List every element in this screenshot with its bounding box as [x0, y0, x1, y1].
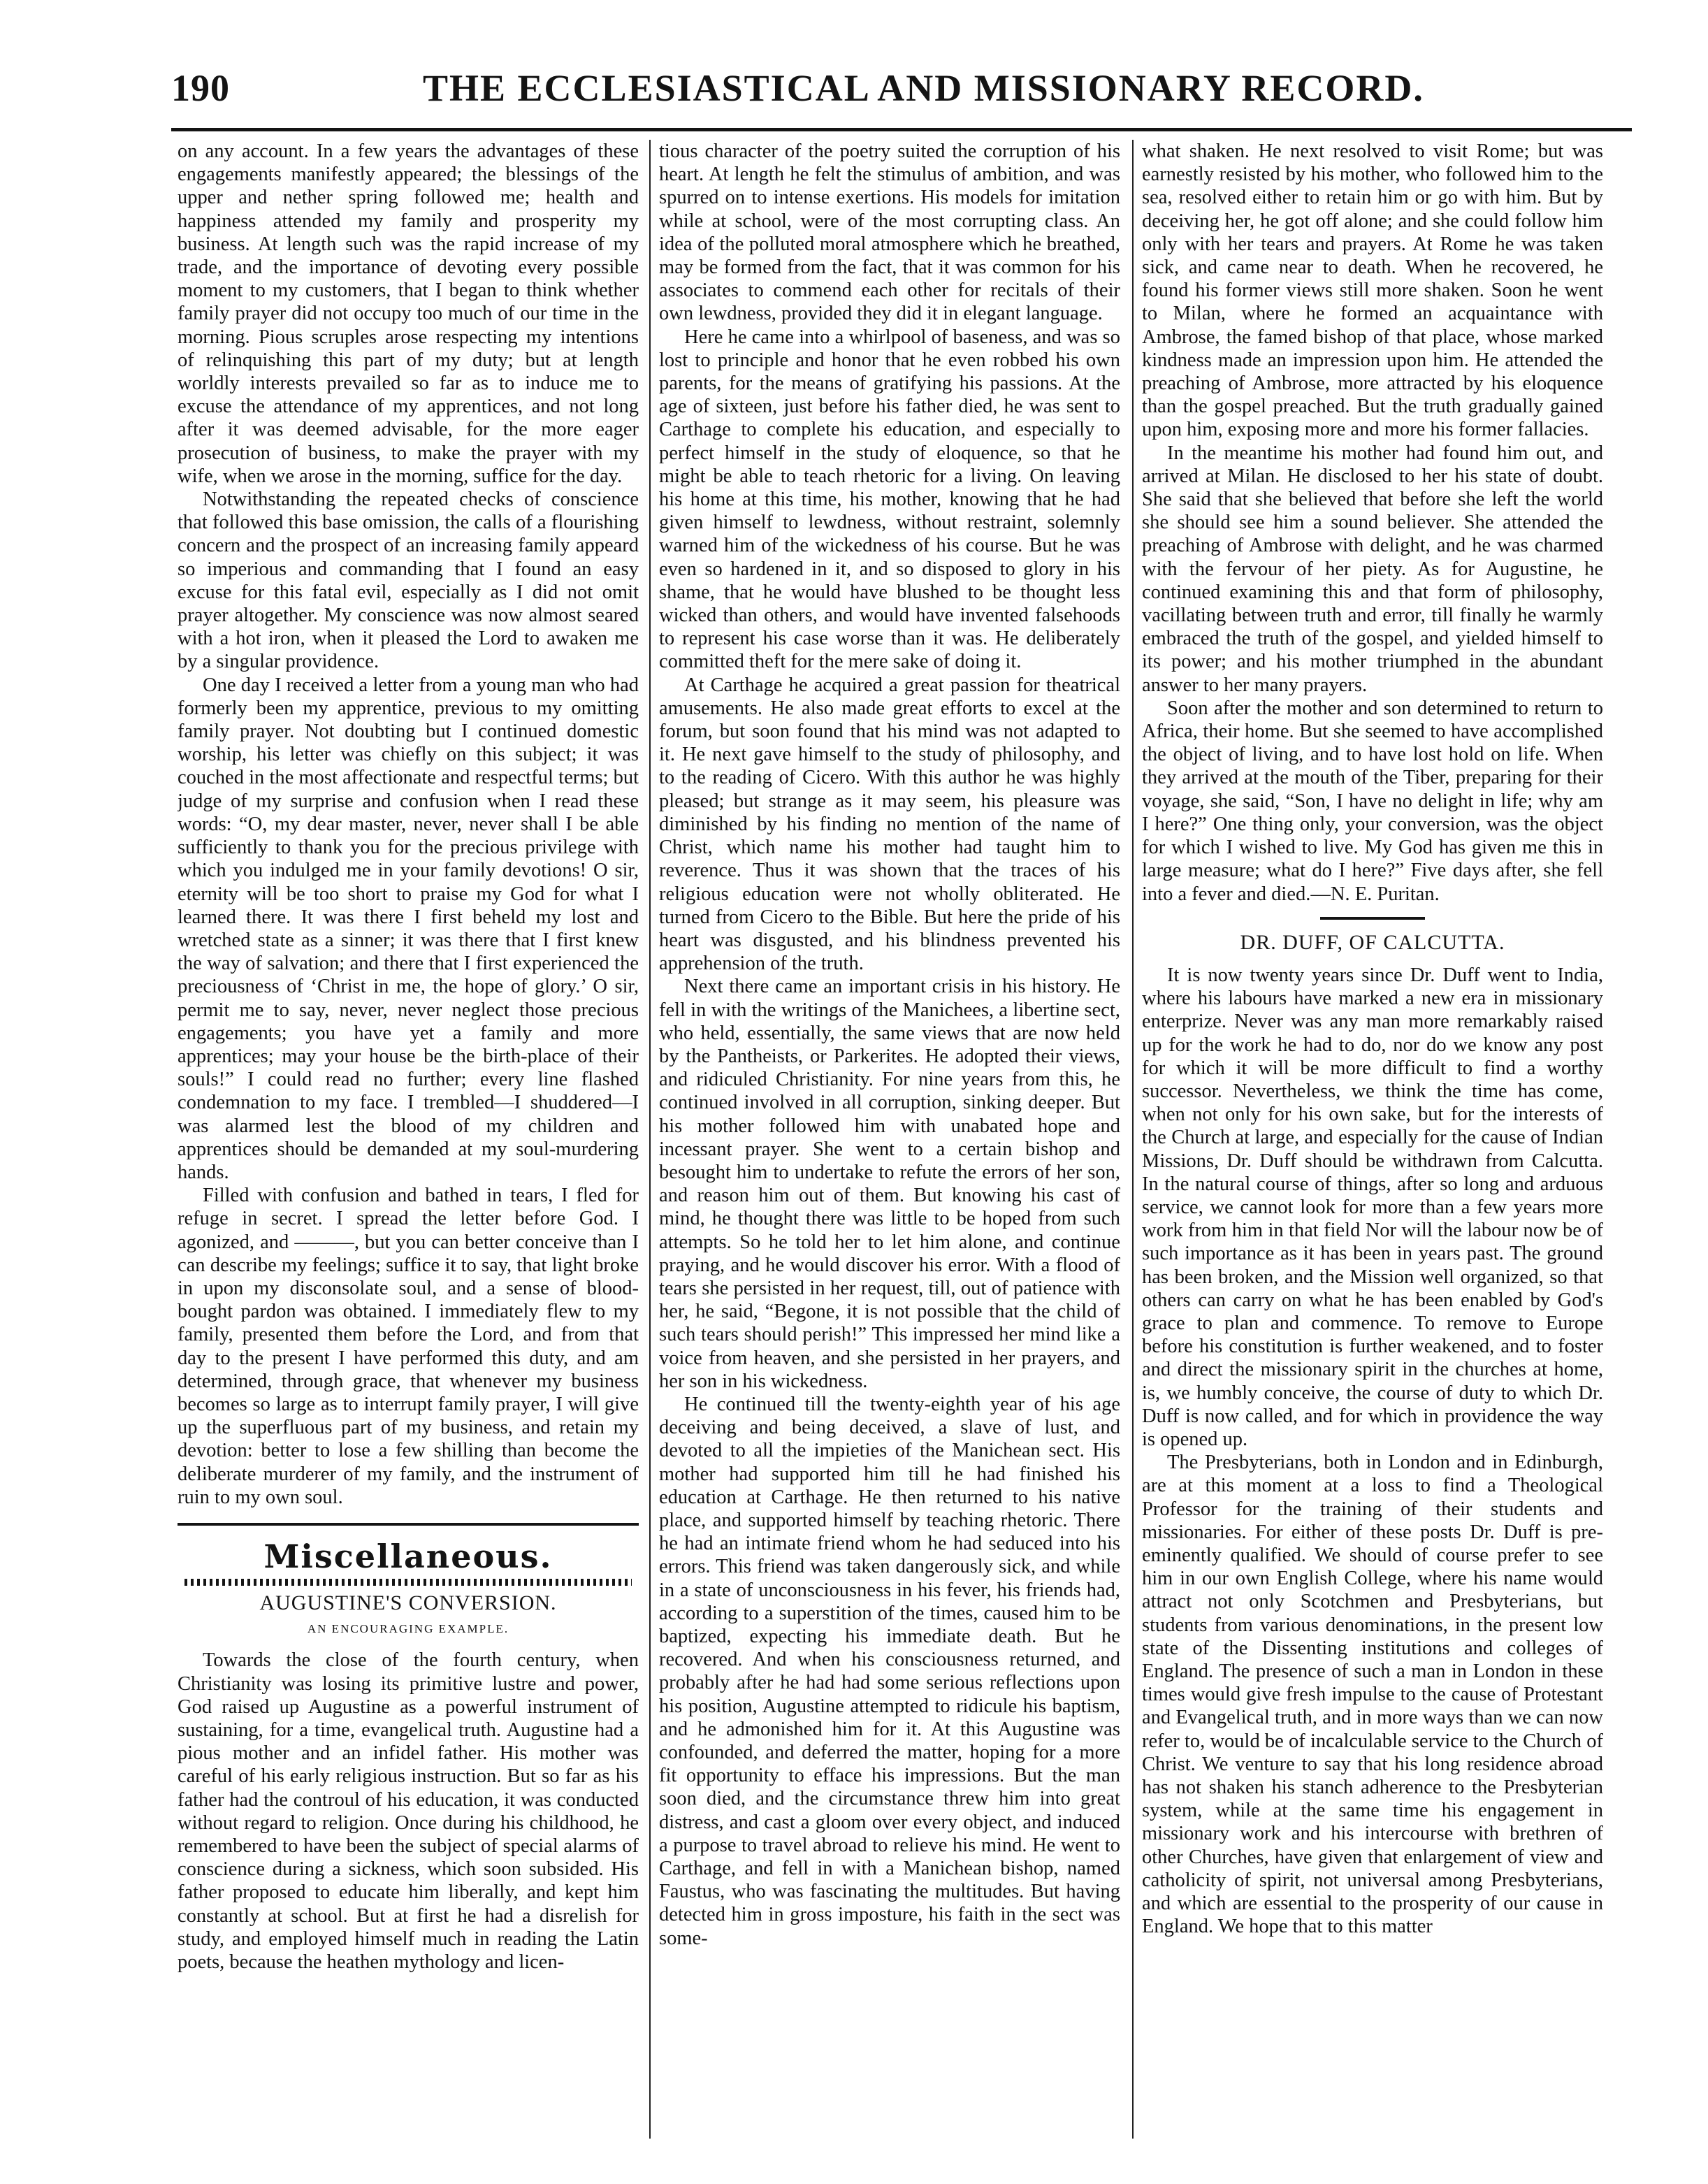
article-title: DR. DUFF, OF CALCUTTA.: [1240, 930, 1505, 954]
section-rule: [178, 1523, 639, 1526]
paragraph: Filled with confusion and bathed in tears, I fled for refuge in secret. I spread the letter before God. I agonized, and ———, but you can better conceive than I can describe my feelings; suffice it to say, that light broke in upon my disconsolate soul, and a sense of blood-bought pardon was obtained. I immediately flew to my family, presented them before the Lord, and from that day to the present I have performed this duty, and am determined, through grace, that whenever my business becomes so large as to interrupt family prayer, I will give up the superfluous part of my business, and retain my devotion: better to lose a few shilling than become the deliberate murderer of my family, and the instrument of ruin to my own soul.: [178, 1185, 639, 1508]
paragraph: Next there came an important crisis in his history. He fell in with the writings of the Manichees, a libertine sect, who held, essentially, the same views that are now held by the Pantheists, or Parkerites. He adopted their views, and ridiculed Christianity. For nine years from this, he continued involved in all corruption, sinking deeper. But his mother followed him with unabated hope and incessant prayer. She went to a certain bishop and besought him to undertake to refute the errors of her son, and reason him out of them. But knowing his cast of mind, he thought there was little to be hoped from such attempts. So he told her to let him alone, and continue praying, and he would discover his error. With a flood of tears she persisted in her request, till, out of patience with her, he said, “Begone, it is not possible that the child of such tears should perish!” This impressed her mind like a voice from heaven, and she persisted in her prayers, and her son in his wickedness.: [659, 976, 1120, 1392]
column-divider-1: [649, 140, 651, 2139]
paragraph: In the meantime his mother had found him out, and arrived at Milan. He disclosed to her his state of doubt. She said that she believed that before she left the world she should see him a sound believer. She attended the preaching of Ambrose with delight, and he was charmed with the fervour of her piety. As for Augustine, he continued examining this and that form of philosophy, vacillating between truth and error, till finally he warmly embraced the truth of the gospel, and yielded himself to its power; and his mother triumphed in the abundant answer to her many prayers.: [1142, 442, 1603, 696]
page-number: 190: [171, 67, 230, 109]
article-title: AUGUSTINE'S CONVERSION.: [259, 1591, 557, 1614]
header-rule: [171, 128, 1632, 131]
article-subtitle: AN ENCOURAGING EXAMPLE.: [307, 1622, 509, 1636]
paragraph: One day I received a letter from a young man who had formerly been my apprentice, previous to my omitting family prayer. Not doubting but I continued domestic worship, his letter was chiefly on this subject; it was couched in the most affectionate and respectful terms; but judge of my surprise and confusion when I read these words: “O, my dear master, never, never shall I be able sufficiently to thank you for the precious privilege with which you indulged me in your family devotions! O sir, eternity will be too short to praise my God for what I learned there. It was there I first beheld my lost and wretched state as a sinner; it was there that I first knew the way of salvation; and there that I first experienced the preciousness of ‘Christ in me, the hope of glory.’ O sir, permit me to say, never, never neglect those precious engagements; you have yet a family and more apprentices; may your house be the birth-place of their souls!” I could read no further; every line flashed condemnation to my face. I trembled—I shuddered—I was alarmed lest the blood of my children and apprentices should be demanded at my soul-murdering hands.: [178, 674, 639, 1183]
paragraph: Here he came into a whirlpool of baseness, and was so lost to principle and honor that he even robbed his own parents, for the means of gratifying his passions. At the age of sixteen, just before his father died, he was sent to Carthage to complete his education, and especially to perfect himself in the study of eloquence, so that he might be able to teach rhetoric for a living. On leaving his home at this time, his mother, knowing that he had given himself to lewdness, without restraint, solemnly warned him of the wickedness of his course. But he was even so hardened in it, and so disposed to glory in his shame, that he would have blushed to be thought less wicked than others, and would have invented falsehoods to represent his case worse than it was. He deliberately committed theft for the mere sake of doing it.: [659, 326, 1120, 673]
paragraph: tious character of the poetry suited the corruption of his heart. At length he felt the stimulus of ambition, and was spurred on to intense exertions. His models for imitation while at school, were of the most corrupting class. An idea of the polluted moral atmosphere which he breathed, may be formed from the fact, that it was common for his associates to commend each other for recitals of their own lewdness, provided they did it in elegant language.: [659, 140, 1120, 325]
paragraph: The Presbyterians, both in London and in Edinburgh, are at this moment at a loss to find a Theological Professor for the training of their students and missionaries. For either of these posts Dr. Duff is pre-eminently qualified. We should of course prefer to see him in our own English College, where his name would attract not only Scotchmen and Presbyterians, but students from various denominations, in the present low state of the Dissenting institutions and colleges of England. The presence of such a man in London in these times would give fresh impulse to the cause of Protestant and Evangelical truth, and in more ways than we can now refer to, would be of incalculable service to the Church of Christ. We venture to say that his long residence abroad has not shaken his stanch adherence to the Presbyterian system, while at the same time his engagement in missionary work and his intercourse with brethren of other Churches, have given that enlargement of view and catholicity of spirit, not universal among Presbyterians, and which are essential to the prosperity of our cause in England. We hope that to this matter: [1142, 1452, 1603, 1938]
paragraph: At Carthage he acquired a great passion for theatrical amusements. He also made great efforts to excel at the forum, but soon found that his mind was not adapted to it. He next gave himself to the study of philosophy, and to the reading of Cicero. With this author he was highly pleased; but strange as it may seem, his pleasure was diminished by his finding no mention of the name of Christ, which name his mother had taught him to reverence. Thus it was shown that the traces of his religious education were not wholly obliterated. He turned from Cicero to the Bible. But here the pride of his heart was disgusted, and his blindness prevented his apprehension of the truth.: [659, 674, 1120, 975]
paragraph: Towards the close of the fourth century, when Christianity was losing its primitive lustre and power, God raised up Augustine as a powerful instrument of sustaining, for a time, evangelical truth. Augustine had a pious mother and an infidel father. His mother was careful of his early religious instruction. But so far as his father had the controul of his education, it was conducted without regard to religion. Once during his childhood, he remembered to have been the subject of special alarms of conscience during a sickness, which soon subsided. His father proposed to educate him liberally, and kept him constantly at school. But at first he had a disrelish for study, and employed himself much in reading the Latin poets, because the heathen mythology and licen-: [178, 1649, 639, 1974]
page-header: [171, 66, 1632, 115]
paragraph: what shaken. He next resolved to visit Rome; but was earnestly resisted by his mother, who followed him to the sea, resolved either to retain him or go with him. But by deceiving her, he got off alone; and she could follow him only with her tears and prayers. At Rome he was taken sick, and came near to death. When he recovered, he found his former views still more shaken. Soon he went to Milan, where he formed an acquaintance with Ambrose, the famed bishop of that place, whose marked kindness made an impression upon him. He attended the preaching of Ambrose, more attracted by his eloquence than the gospel preached. But the truth gradually gained upon him, exposing more and more his former fallacies.: [1142, 140, 1603, 441]
paragraph: It is now twenty years since Dr. Duff went to India, where his labours have marked a new era in missionary enterprize. Never was any man more remarkably raised up for the work he had to do, nor do we know any post for which it will be more difficult to find a worthy successor. Nevertheless, we think the time has come, when not only for his own sake, but for the interests of the Church at large, and especially for the cause of Indian Missions, Dr. Duff should be withdrawn from Calcutta. In the natural course of things, after so long and arduous service, we cannot look for more than a few years more work from him in that field Nor will the labour now be of such importance as it has been in years past. The ground has been broken, and the Mission well organized, so that others can carry on what he has been enabled by God's grace to plan and commence. To remove to Europe before his constitution is further weakened, and to foster and direct the missionary spirit in the churches at home, is, we humbly conceive, the course of duty to which Dr. Duff is now called, and for which in providence the way is opened up.: [1142, 964, 1603, 1450]
section-rule: [1320, 917, 1425, 920]
column-2: [659, 140, 1120, 2139]
running-title: THE ECCLESIASTICAL AND MISSIONARY RECORD.: [423, 67, 1424, 109]
paragraph: Notwithstanding the repeated checks of conscience that followed this base omission, the calls of a flourishing concern and the prospect of an increasing family appeard so imperious and commanding that I found an easy excuse for this fatal evil, especially as I did not omit prayer altogether. My conscience was now almost seared with a hot iron, when it pleased the Lord to awaken me by a singular providence.: [178, 489, 639, 673]
section-title: Miscellaneous.: [263, 1537, 553, 1575]
column-1: [178, 140, 639, 2139]
paragraph: He continued till the twenty-eighth year of his age deceiving and being deceived, a slave of lust, and devoted to all the impieties of the Manichean sect. His mother had supported him till he had finished his education at Carthage. He then returned to his native place, and supported himself by teaching rhetoric. There he had an intimate friend whom he had seduced into his errors. This friend was taken dangerously sick, and while in a state of unconsciousness in his fever, his friends had, according to a superstition of the times, caused him to be baptized, expecting his immediate death. But he recovered. And when his consciousness returned, and probably after he had had some serious reflections upon his position, Augustine attempted to ridicule his baptism, and he admonished him for it. At this Augustine was confounded, and deferred the matter, hoping for a more fit opportunity to efface his impressions. But the man soon died, and the circumstance threw him into great distress, and cast a gloom over every object, and induced a purpose to travel abroad to relieve his mind. He went to Carthage, and fell in with a Manichean bishop, named Faustus, who was fascinating the multitudes. But having detected him in gross imposture, his faith in the sect was some-: [659, 1393, 1120, 1949]
column-3: [1142, 140, 1603, 2139]
wavy-rule: [184, 1579, 632, 1586]
paragraph: on any account. In a few years the advantages of these engagements manifestly appeared; the blessings of the upper and nether spring followed me; health and happiness attended my family and prosperity my business. At length such was the rapid increase of my trade, and the importance of devoting every possible moment to my customers, that I began to think whether family prayer did not occupy too much of our time in the morning. Pious scruples arose respecting my intentions of relinquishing this part of my duty; but at length worldly interests prevailed so far as to induce me to excuse the attendance of my apprentices, and not long after it was deemed advisable, for the more eager prosecution of business, to make the prayer with my wife, when we arose in the morning, suffice for the day.: [178, 140, 639, 487]
column-divider-2: [1132, 140, 1134, 2139]
paragraph: Soon after the mother and son determined to return to Africa, their home. But she seemed to have accomplished the object of living, and to have lost hold on life. When they arrived at the mouth of the Tiber, preparing for their voyage, she said, “Son, I have no delight in life; why am I here?” One thing only, your conversion, was the object for which I wished to live. My God has given me this in large measure; what do I here?” Five days after, she fell into a fever and died.—N. E. Puritan.: [1142, 697, 1603, 905]
